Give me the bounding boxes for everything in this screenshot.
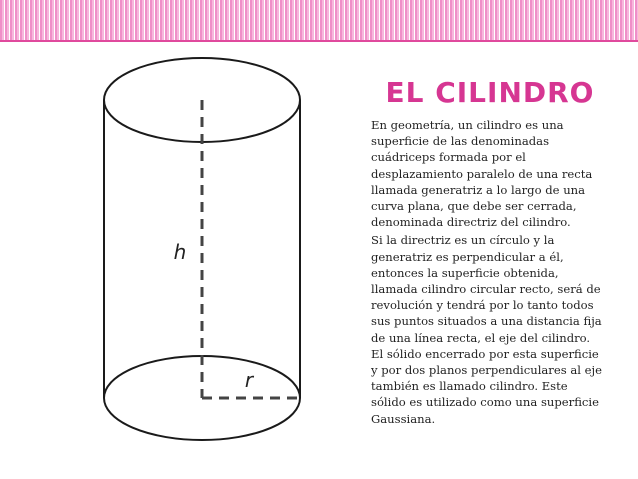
decorative-stripe-underline <box>0 40 638 42</box>
height-label: h <box>173 240 187 264</box>
cylinder-bottom-front-arc <box>104 398 300 440</box>
slide-title: EL CILINDRO <box>385 76 595 109</box>
definition-paragraph: En geometría, un cilindro es una superficie de las denominadas cuádriceps formada por el desplazamiento paralelo de una recta llamada generatriz a lo largo de una curva plana, que debe ser cerrada, denominada directriz del cilindro. <box>371 118 593 230</box>
circular-cylinder-paragraph: Si la directriz es un círculo y la generatriz es perpendicular a él, entonces la superficie obtenida, llamada cilindro circular recto, será de revolución y tendrá por lo tanto todos sus puntos situados a una distancia fija de una línea recta, el eje del cilindro. El sólido encerrado por esta superficie y por dos planos perpendiculares al eje también es llamado cilindro. Este sólido es utilizado como una superficie Gaussiana. <box>371 233 602 426</box>
cylinder-diagram <box>96 48 308 479</box>
radius-label: r <box>244 368 254 392</box>
decorative-stripe-band <box>0 0 638 40</box>
slide-body <box>371 117 603 429</box>
